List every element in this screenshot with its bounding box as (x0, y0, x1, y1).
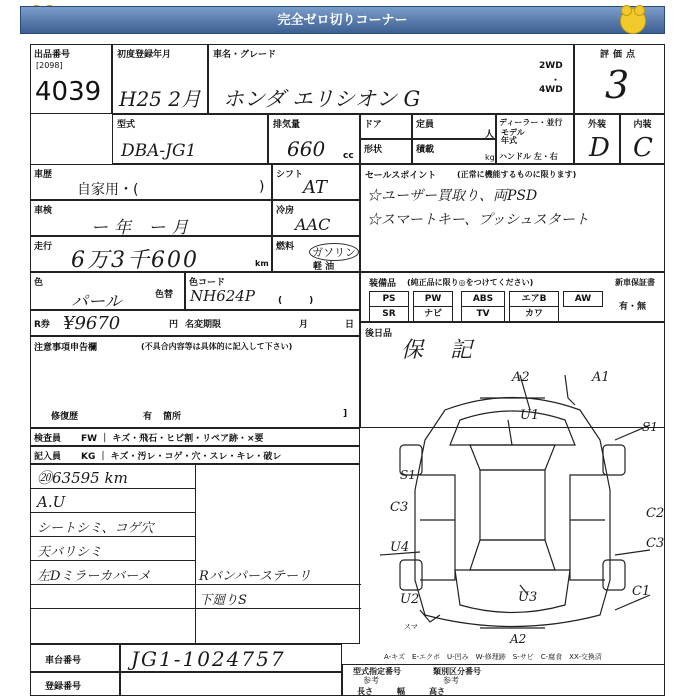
divider (31, 584, 361, 585)
wheel (400, 560, 422, 590)
mark-smart: スマ (404, 623, 418, 631)
inspector-items: FW ｜ キズ・飛石・ヒビ割・リペア跡・×要 (81, 434, 264, 444)
warranty-value: 有・無 (619, 302, 647, 312)
windshield (470, 445, 555, 470)
inspector-label: 検査員 (34, 434, 62, 444)
fuel-label: 燃料 (276, 242, 295, 252)
dealer-cell (496, 114, 574, 164)
displacement-cell (268, 114, 360, 164)
entry-seat: シートシミ、コゲ穴 (37, 521, 154, 536)
score-cell (574, 44, 665, 114)
writer-items: KG ｜ キズ・汚レ・コゲ・穴・スレ・キレ・破レ (81, 452, 282, 462)
drive-dot: ・ (551, 76, 561, 86)
mark-c3-left: C3 (390, 500, 409, 515)
mark-a2-bottom: A2 (510, 632, 527, 646)
rear-glass (470, 540, 555, 570)
inspection-cell (30, 200, 272, 236)
exterior-cell (574, 114, 620, 164)
equip-airbag: エアB (509, 291, 559, 307)
score-value: 3 (605, 63, 630, 107)
body-outline (415, 398, 610, 627)
equip-leather: カワ (509, 306, 559, 322)
form-sub: 参考 (363, 676, 379, 685)
shift-label: シフト (276, 170, 304, 180)
divider (31, 560, 195, 561)
form-label: 型式指定番号 (353, 667, 401, 676)
exterior-value: D (589, 133, 610, 163)
fuel-value: ガソリン (309, 243, 359, 261)
after-goods-value: 保 記 (401, 338, 482, 363)
drive-2wd: 2WD (539, 61, 563, 71)
entry-mirror: 左Dミラーカバーメ (37, 569, 151, 584)
mileage-label: 走行 (34, 242, 53, 252)
mark-u3: U3 (518, 590, 538, 605)
repair-place: 箇所 (163, 412, 182, 422)
mark-c1: C1 (632, 584, 651, 599)
type-value: DBA-JG1 (121, 141, 197, 161)
history-cell (30, 164, 272, 200)
handle-label: ハンドル 左・右 (499, 152, 558, 161)
spec-cell (342, 664, 665, 696)
load-cell (412, 139, 496, 164)
equip-sr: SR (369, 306, 409, 322)
equip-navi: ナビ (413, 306, 453, 322)
equip-ps: PS (369, 291, 409, 307)
divider (31, 488, 195, 489)
door-label: ドア (364, 120, 382, 130)
selling-points-hint: (正常に機能するものに限ります) (457, 170, 577, 179)
interior-cell (620, 114, 665, 164)
selling-point-1: ☆ユーザー買取り、両PSD (367, 188, 538, 204)
lot-cell (30, 44, 112, 114)
displacement-value: 660 (287, 137, 326, 161)
selling-point-2: ☆スマートキー、プッシュスタート (367, 212, 589, 228)
first-reg-cell (112, 44, 208, 114)
ac-label: 冷房 (276, 206, 295, 216)
class-label: 類別区分番号 (433, 667, 481, 676)
first-reg-label: 初度登録年月 (117, 50, 172, 60)
reg-label-cell (30, 672, 120, 696)
lot-label: 出品番号 (34, 50, 71, 60)
selling-points-label: セールスポイント (365, 171, 437, 181)
entry-mileage: ⑳63595 km (37, 469, 128, 487)
dimensions-label: 長さ 幅 高さ (357, 687, 445, 696)
load-unit: kg (485, 153, 495, 162)
interior-label: 内装 (633, 120, 652, 130)
mark-u1: U1 (520, 408, 540, 423)
wheel (603, 560, 625, 590)
score-label: 評価点 (599, 50, 639, 60)
right-side (570, 475, 605, 580)
model-year-label: モデル年式 (501, 128, 525, 145)
inspector-row (30, 428, 360, 446)
class-sub: 参考 (443, 676, 459, 685)
interior-value: C (633, 133, 653, 163)
history-close: ) (259, 179, 265, 195)
door-cell (360, 114, 412, 139)
left-side (420, 475, 455, 580)
inspection-notes-area (30, 464, 360, 644)
capacity-label: 定員 (416, 120, 435, 130)
color-cell (30, 272, 185, 310)
first-reg-value: H25 2月 (119, 87, 201, 111)
chassis-label-cell (30, 644, 120, 672)
history-label: 車歴 (34, 170, 53, 180)
repair-bracket: ] (343, 409, 348, 419)
displacement-unit: cc (343, 151, 354, 161)
name-change-day: 日 (345, 320, 355, 330)
mark-c3-right: C3 (646, 536, 665, 551)
history-value: 自家用・( (77, 182, 139, 198)
shift-value: AT (303, 177, 328, 198)
chassis-label: 車台番号 (45, 656, 82, 666)
model-value: ホンダ エリシオン G (223, 87, 421, 111)
shift-cell (272, 164, 360, 200)
mascot-bear-right-icon (620, 8, 646, 34)
mark-s1-right: S1 (642, 420, 658, 434)
equipment-label: 装備品 (369, 279, 397, 289)
body-label: 形状 (364, 145, 383, 155)
name-change-month: 月 (299, 320, 309, 330)
roof (480, 470, 545, 540)
recycle-value: ¥9670 (63, 313, 121, 334)
writer-row (30, 446, 360, 464)
ac-cell (272, 200, 360, 236)
entry-au: A.U (37, 493, 66, 511)
ac-value: AAC (295, 215, 331, 234)
page-title: 完全ゼロ切りコーナー (277, 13, 408, 28)
mark-c2: C2 (646, 506, 665, 521)
exterior-label: 外装 (587, 120, 606, 130)
displacement-label: 排気量 (273, 120, 301, 130)
capacity-cell (412, 114, 496, 139)
rear-gate (455, 570, 570, 613)
chassis-value: JG1-1024757 (131, 647, 286, 671)
color-code-cell (185, 272, 360, 310)
divider (31, 608, 361, 609)
color-code-label: 色コード (189, 278, 226, 288)
divider (31, 512, 195, 513)
reg-value-cell (120, 672, 342, 696)
notes-cell (30, 336, 360, 428)
fuel-paren: ( ) (278, 296, 314, 306)
color-label: 色 (34, 278, 44, 288)
lot-number: 4039 (35, 77, 102, 107)
load-label: 積載 (416, 145, 435, 155)
drive-4wd: 4WD (539, 85, 563, 95)
type-cell (112, 114, 268, 164)
damage-legend: A-キズ E-エクボ U-凹み W-修理跡 S-サビ C-腐食 XX-交換済 (384, 653, 602, 661)
writer-label: 記入員 (34, 452, 62, 462)
fuel-alt: 軽 油 (313, 262, 335, 272)
entry-bumper: Rバンパーステーリ (199, 569, 311, 584)
notes-label: 注意事項申告欄 (34, 343, 98, 353)
page-title-banner (20, 6, 665, 34)
model-cell (208, 44, 574, 114)
new-warranty-label: 新車保証書 (615, 278, 655, 287)
repair-label: 修復歴 (51, 412, 79, 422)
mark-a2: A2 (512, 370, 530, 385)
mileage-cell (30, 236, 272, 272)
hood (450, 411, 575, 445)
reg-label: 登録番号 (45, 682, 82, 692)
equip-abs: ABS (461, 291, 505, 307)
recycle-label: R券 (34, 320, 50, 330)
color-code-value: NH624P (190, 287, 255, 305)
lot-code: [2098] (36, 61, 63, 70)
model-label: 車名・グレード (213, 50, 277, 60)
divider (195, 465, 196, 645)
repair-yes: 有 (143, 412, 153, 422)
mileage-value: 6万3千600 (71, 248, 199, 273)
chassis-value-cell (120, 644, 342, 672)
mark-a1: A1 (592, 370, 610, 385)
equip-pw: PW (413, 291, 453, 307)
mark-s1-left: S1 (400, 468, 416, 482)
body-cell (360, 139, 412, 164)
divider (31, 536, 195, 537)
inspection-label: 車検 (34, 206, 53, 216)
dealer-label: ディーラー・並行 (499, 118, 563, 127)
recycle-cell (30, 310, 360, 336)
entry-underbody: 下廻りS (199, 593, 247, 608)
color-value: パール (71, 292, 122, 312)
fuel-cell (272, 236, 360, 272)
recycle-unit: 円 (169, 320, 179, 330)
notes-hint: (不具合内容等は具体的に記入して下さい) (141, 342, 293, 351)
selling-points-cell (360, 164, 665, 272)
mileage-unit: km (255, 259, 269, 268)
equipment-cell (360, 272, 665, 322)
car-diagram (360, 370, 665, 650)
equipment-hint: (純正品に限り◎をつけてください) (407, 278, 534, 287)
after-goods-label: 後日品 (365, 329, 393, 339)
type-label: 型式 (117, 120, 136, 130)
capacity-unit: 人 (485, 130, 495, 140)
entry-ceiling: 天バリシミ (37, 545, 103, 560)
color-alt-label: 色替 (155, 290, 174, 300)
equip-aw: AW (563, 291, 603, 307)
mark-u2: U2 (400, 592, 420, 607)
equip-tv: TV (461, 306, 505, 322)
name-change-label: 名変期限 (185, 320, 222, 330)
mark-u4: U4 (390, 540, 410, 555)
inspection-value: ー年 ー月 (91, 218, 195, 238)
